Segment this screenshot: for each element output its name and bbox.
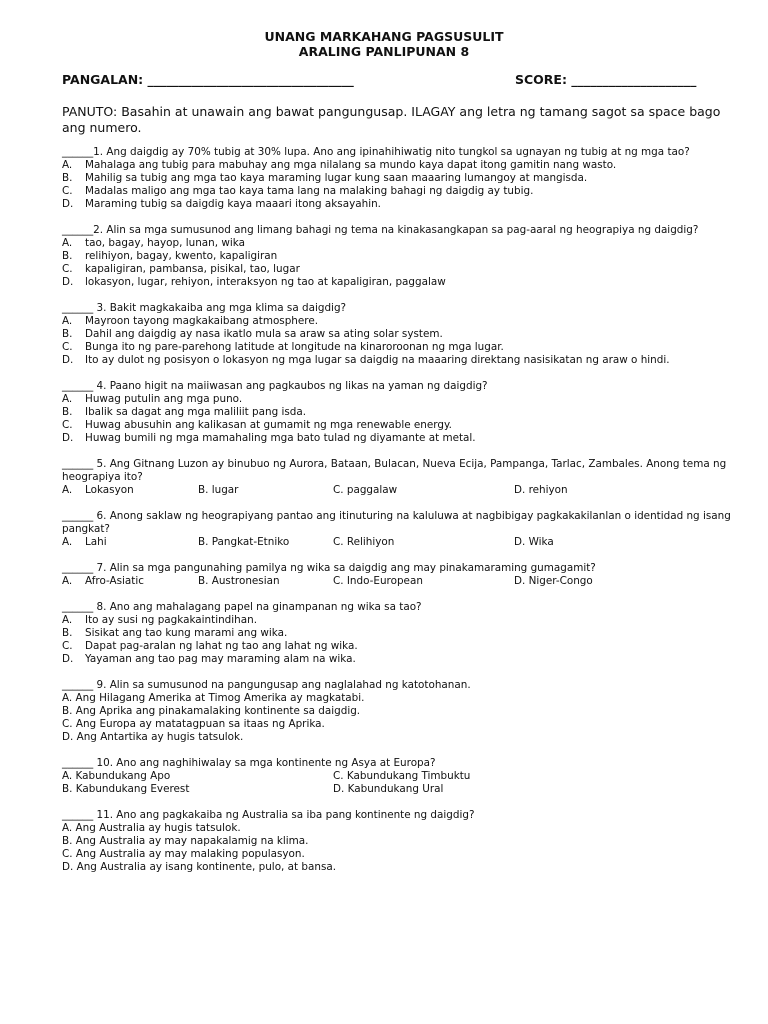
name-field: PANGALAN: _________________________________	[62, 72, 354, 87]
option-letter: D.	[62, 432, 74, 444]
option-text: Sisikat ang tao kung marami ang wika.	[85, 627, 288, 639]
answer-option: B. Austronesian	[198, 575, 280, 587]
option-text: relihiyon, bagay, kwento, kapaligiran	[85, 250, 278, 262]
score-field: SCORE: ____________________	[515, 72, 697, 87]
option-letter: C.	[62, 419, 73, 431]
answer-option	[62, 627, 732, 640]
answer-row	[62, 770, 732, 783]
option-letter: B.	[62, 172, 73, 184]
answer-option	[62, 237, 732, 250]
option-letter: D.	[62, 276, 74, 288]
option-text: Ibalik sa dagat ang mga maliliit pang isda.	[85, 406, 307, 418]
exam-title: UNANG MARKAHANG PAGSUSULIT	[264, 29, 504, 44]
option-text: Dapat pag-aralan ng lahat ng tao ang lahat ng wika.	[85, 640, 358, 652]
answer-option	[62, 406, 732, 419]
answer-option	[62, 640, 732, 653]
option-text: kapaligiran, pambansa, pisikal, tao, lugar	[85, 263, 300, 275]
answer-option: A. Ang Australia ay hugis tatsulok.	[62, 822, 241, 834]
answer-row	[62, 536, 732, 549]
option-letter: A.	[62, 614, 73, 626]
answer-option	[62, 276, 732, 289]
question-stem: ______ 9. Alin sa sumusunod na pangungusap ang naglalahad ng katotohanan.	[62, 679, 471, 691]
question-3	[62, 302, 732, 367]
option-text: Ito ay dulot ng posisyon o lokasyon ng mga lugar sa daigdig na maaaring direktang nasisikatan ng araw o hindi.	[85, 354, 670, 366]
answer-option	[62, 250, 732, 263]
option-text: Mahalaga ang tubig para mabuhay ang mga nilalang sa mundo kaya dapat itong gamitin nang wasto.	[85, 159, 617, 171]
answer-option: D. Niger-Congo	[514, 575, 593, 587]
answer-option: B. lugar	[198, 484, 239, 496]
instructions: PANUTO: Basahin at unawain ang bawat pangungusap. ILAGAY ang letra ng tamang sagot sa space bago ang numero.	[62, 104, 721, 135]
answer-option: A. Ang Hilagang Amerika at Timog Amerika ay magkatabi.	[62, 692, 365, 704]
exam-subject: ARALING PANLIPUNAN 8	[298, 44, 470, 59]
question-11	[62, 809, 732, 874]
question-stem: ______ 11. Ano ang pagkakaiba ng Australia sa iba pang kontinente ng daigdig?	[62, 809, 475, 821]
answer-option: D. Kabundukang Ural	[333, 783, 444, 795]
option-letter: A.	[62, 159, 73, 171]
question-list	[62, 146, 732, 887]
answer-option	[62, 159, 732, 172]
option-text: Madalas maligo ang mga tao kaya tama lang na malaking bahagi ng daigdig ay tubig.	[85, 185, 534, 197]
answer-option: D. Wika	[514, 536, 554, 548]
question-5	[62, 458, 732, 497]
option-letter: A.	[62, 393, 73, 405]
answer-option	[62, 328, 732, 341]
option-letter: C.	[62, 640, 73, 652]
option-letter: A.	[62, 237, 73, 249]
option-text: Mahilig sa tubig ang mga tao kaya maraming lugar kung saan maaaring lumangoy at mangisda.	[85, 172, 588, 184]
answer-option	[62, 432, 732, 445]
option-text: tao, bagay, hayop, lunan, wika	[85, 237, 245, 249]
option-text: Dahil ang daigdig ay nasa ikatlo mula sa araw sa ating solar system.	[85, 328, 443, 340]
answer-option: D. rehiyon	[514, 484, 568, 496]
answer-option	[62, 315, 732, 328]
question-stem: ______ 4. Paano higit na maiiwasan ang pagkaubos ng likas na yaman ng daigdig?	[62, 380, 488, 392]
option-letter: B.	[62, 627, 73, 639]
option-letter: A.	[62, 315, 73, 327]
answer-option: Lokasyon	[85, 484, 134, 496]
answer-option: C. Relihiyon	[333, 536, 395, 548]
question-8	[62, 601, 732, 666]
question-stem: ______ 6. Anong saklaw ng heograpiyang pantao ang itinuturing na kaluluwa at nagbibigay pagkakakilanlan o identidad ng isang pangkat?	[62, 510, 731, 535]
answer-option	[62, 419, 732, 432]
answer-option	[62, 354, 732, 367]
question-9	[62, 679, 732, 744]
option-letter: A.	[62, 575, 73, 587]
option-letter: B.	[62, 250, 73, 262]
option-letter: B.	[62, 328, 73, 340]
option-text: Mayroon tayong magkakaibang atmosphere.	[85, 315, 319, 327]
question-stem: ______ 3. Bakit magkakaiba ang mga klima sa daigdig?	[62, 302, 347, 314]
question-7	[62, 562, 732, 588]
option-text: Huwag abusuhin ang kalikasan at gumamit ng mga renewable energy.	[85, 419, 452, 431]
answer-option: C. Ang Europa ay matatagpuan sa itaas ng Aprika.	[62, 718, 325, 730]
option-text: Huwag bumili ng mga mamahaling mga bato tulad ng diyamante at metal.	[85, 432, 476, 444]
answer-option: B. Kabundukang Everest	[62, 783, 190, 795]
question-stem: ______ 10. Ano ang naghihiwalay sa mga kontinente ng Asya at Europa?	[62, 757, 436, 769]
answer-option	[62, 393, 732, 406]
option-letter: A.	[62, 484, 73, 496]
answer-option	[62, 185, 732, 198]
option-text: lokasyon, lugar, rehiyon, interaksyon ng tao at kapaligiran, paggalaw	[85, 276, 446, 288]
option-text: Bunga ito ng pare-parehong latitude at longitude na kinaroroonan ng mga lugar.	[85, 341, 504, 353]
answer-option: C. Ang Australia ay may malaking populasyon.	[62, 848, 305, 860]
answer-option	[62, 341, 732, 354]
answer-option	[62, 263, 732, 276]
answer-row	[62, 783, 732, 796]
answer-option: B. Pangkat-Etniko	[198, 536, 290, 548]
option-letter: D.	[62, 653, 74, 665]
answer-option: D. Ang Antartika ay hugis tatsulok.	[62, 731, 244, 743]
answer-option: C. Kabundukang Timbuktu	[333, 770, 471, 782]
answer-option: C. Indo-European	[333, 575, 423, 587]
answer-option: A. Kabundukang Apo	[62, 770, 171, 782]
question-stem: ______1. Ang daigdig ay 70% tubig at 30% lupa. Ano ang ipinahihiwatig nito tungkol sa ugnayan ng tubig at ng mga tao?	[62, 146, 690, 158]
answer-option: D. Ang Australia ay isang kontinente, pulo, at bansa.	[62, 861, 337, 873]
question-6	[62, 510, 732, 549]
option-text: Huwag putulin ang mga puno.	[85, 393, 243, 405]
option-text: Ito ay susi ng pagkakaintindihan.	[85, 614, 258, 626]
question-stem: ______ 7. Alin sa mga pangunahing pamilya ng wika sa daigdig ang may pinakamaraming gumagamit?	[62, 562, 596, 574]
answer-option	[62, 172, 732, 185]
answer-option	[62, 653, 732, 666]
option-letter: A.	[62, 536, 73, 548]
answer-option: B. Ang Aprika ang pinakamalaking kontinente sa daigdig.	[62, 705, 361, 717]
answer-option	[62, 614, 732, 627]
option-letter: D.	[62, 198, 74, 210]
question-4	[62, 380, 732, 445]
question-stem: ______ 5. Ang Gitnang Luzon ay binubuo ng Aurora, Bataan, Bulacan, Nueva Ecija, Pampanga, Tarlac, Zambales. Anong tema ng heograpiya ito?	[62, 458, 727, 483]
question-stem: ______ 8. Ano ang mahalagang papel na ginampanan ng wika sa tao?	[62, 601, 422, 613]
answer-option: B. Ang Australia ay may napakalamig na klima.	[62, 835, 309, 847]
answer-option	[62, 198, 732, 211]
answer-option: Lahi	[85, 536, 107, 548]
answer-option: C. paggalaw	[333, 484, 398, 496]
name-score-bar	[62, 72, 722, 87]
option-text: Yayaman ang tao pag may maraming alam na wika.	[85, 653, 356, 665]
option-letter: C.	[62, 341, 73, 353]
question-stem: ______2. Alin sa mga sumusunod ang limang bahagi ng tema na kinakasangkapan sa pag-aaral ng heograpiya ng daigdig?	[62, 224, 699, 236]
option-letter: B.	[62, 406, 73, 418]
option-text: Maraming tubig sa daigdig kaya maaari itong aksayahin.	[85, 198, 381, 210]
question-2	[62, 224, 732, 289]
option-letter: C.	[62, 185, 73, 197]
answer-row	[62, 484, 732, 497]
option-letter: D.	[62, 354, 74, 366]
option-letter: C.	[62, 263, 73, 275]
question-1	[62, 146, 732, 211]
question-10	[62, 757, 732, 796]
answer-row	[62, 575, 732, 588]
answer-option: Afro-Asiatic	[85, 575, 144, 587]
